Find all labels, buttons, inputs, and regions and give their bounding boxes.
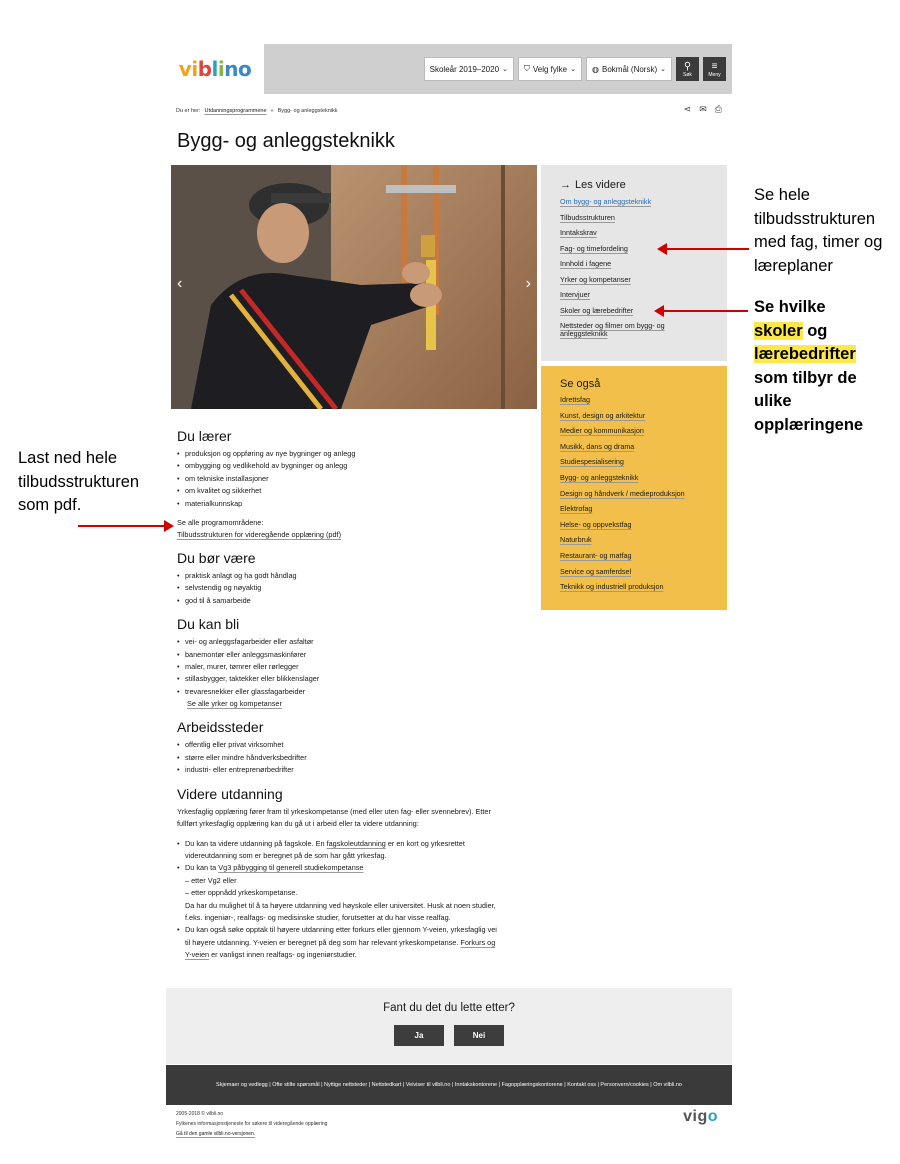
menu-button[interactable]: ≡ Meny	[703, 57, 726, 81]
see-also-link[interactable]: Helse- og oppvekstfag	[560, 519, 632, 529]
bullet-list	[177, 739, 537, 776]
carousel-prev-icon[interactable]: ‹	[177, 275, 183, 292]
breadcrumb-link-programs[interactable]: Utdanningsprogrammene	[204, 108, 267, 114]
carousel-next-icon[interactable]: ›	[525, 275, 531, 292]
list-item: • banemontør eller anleggsmaskinfører	[177, 649, 537, 661]
section-heading: Videre utdanning	[177, 785, 283, 802]
see-also-panel	[541, 366, 727, 610]
list-item: • produksjon og oppføring av nye bygninger og anlegg	[177, 448, 537, 460]
all-careers-link[interactable]: Se alle yrker og kompetanser	[187, 699, 282, 709]
print-icon[interactable]: ⎙	[714, 104, 722, 114]
forkurs-link[interactable]: Forkurs og	[460, 937, 496, 947]
link-websites-films[interactable]: Nettsteder og filmer om bygg- og	[560, 321, 665, 330]
see-also-link[interactable]: Elektrofag	[560, 504, 593, 514]
see-also-link[interactable]: Service og samferdsel	[560, 566, 632, 576]
link-structure[interactable]: Tilbudsstrukturen	[560, 212, 615, 222]
read-more-list	[560, 198, 727, 337]
share-icon[interactable]: ⋖	[683, 104, 692, 114]
arrow-right-icon: →	[560, 179, 571, 191]
language-select[interactable]: ◍ Bokmål (Norsk) ⌄	[586, 57, 672, 81]
mail-icon[interactable]: ✉	[699, 104, 707, 114]
see-also-link[interactable]: Kunst, design og arkitektur	[560, 410, 646, 420]
chevron-down-icon: ⌄	[570, 66, 577, 73]
main-content	[177, 428, 537, 971]
shield-icon: ⛉	[523, 64, 530, 73]
logo-text: viblino	[178, 57, 252, 81]
vg3-link[interactable]: Vg3 påbygging til generell studiekompetanse	[218, 863, 364, 873]
feedback-yes-button[interactable]: Ja	[394, 1025, 444, 1046]
site-header	[166, 44, 732, 94]
list-item	[560, 229, 727, 237]
list-item: • maler, murer, tømrer eller rørlegger	[177, 661, 537, 673]
hero-photo	[171, 165, 537, 409]
school-year-select[interactable]: Skoleår 2019–2020 ⌄	[424, 57, 514, 81]
hero-carousel	[171, 165, 537, 409]
list-item	[560, 443, 727, 451]
list-item: • Du kan også søke opptak til høyere utdanning etter forkurs eller gjennom Y-veien, yrkesfaglig vei til høyere utdanning. Y-veien er beregnet på deg som har relevant yrkeskompetanse. Forkurs og Y-veien er vanligst innen realfags- og ingeniørstudier.	[177, 924, 537, 961]
page-tools	[684, 104, 722, 115]
see-also-link[interactable]: Restaurant- og matfag	[560, 550, 632, 560]
list-item	[560, 583, 727, 591]
chevron-down-icon: ⌄	[502, 66, 508, 73]
list-item: • god til å samarbeide	[177, 595, 537, 607]
list-item	[560, 276, 727, 284]
list-item	[560, 412, 727, 420]
list-item	[560, 291, 727, 299]
section-heading: Du kan bli	[177, 616, 240, 633]
chevron-down-icon: ⌄	[660, 66, 666, 73]
list-item	[560, 568, 727, 576]
see-also-link[interactable]: Studiespesialisering	[560, 457, 624, 467]
see-also-link[interactable]: Medier og kommunikasjon	[560, 426, 644, 436]
feedback-box	[166, 988, 732, 1064]
search-icon: ⚲	[683, 60, 692, 72]
list-item	[560, 322, 727, 337]
list-item	[560, 396, 727, 404]
intro-text: fullført yrkesfaglig opplæring kan du gå ut i arbeid eller ta videre utdanning:	[177, 818, 419, 828]
all-areas-label: Se alle programområdene:	[177, 518, 264, 528]
list-item: • Du kan ta Vg3 påbygging til generell studiekompetanse – etter Vg2 eller – etter oppnådd yrkeskompetanse. Da har du mulighet til å ta høyere utdanning ved høyskole eller universitet. Husk at noen studier, f.eks. ingeniør-, realfags- og medisinske studier, forutsetter at du har visse realfag.	[177, 862, 537, 924]
list-item: • industri- eller entreprenørbedrifter	[177, 764, 537, 776]
feedback-buttons	[166, 1025, 732, 1046]
section-heading: Du lærer	[177, 428, 232, 444]
annotation-right-bottom: Se hvilke skoler og lærebedrifter som tilbyr de ulike opplæringene	[754, 298, 864, 434]
list-item	[560, 427, 727, 435]
list-item	[560, 521, 727, 529]
list-item: • vei- og anleggsfagarbeider eller asfaltør	[177, 636, 537, 648]
logo[interactable]	[166, 44, 264, 94]
annotation-arrow	[78, 525, 166, 527]
bullet-list	[177, 448, 537, 510]
list-item	[560, 458, 727, 466]
breadcrumb-current: Bygg- og anleggsteknikk	[277, 108, 338, 114]
see-also-link[interactable]: Idrettsfag	[560, 395, 590, 404]
list-item	[560, 536, 727, 544]
list-item: • ombygging og vedlikehold av bygninger og anlegg	[177, 460, 537, 472]
section-heading: Arbeidssteder	[177, 719, 264, 736]
breadcrumb-separator: »	[270, 108, 274, 114]
header-toolbar	[264, 44, 732, 94]
bullet-list	[177, 838, 537, 962]
see-also-link[interactable]: Bygg- og anleggsteknikk	[560, 472, 639, 482]
link-admission[interactable]: Inntakskrav	[560, 228, 597, 237]
list-item: • materialkunnskap	[177, 498, 537, 510]
section-heading: Du bør være	[177, 550, 256, 567]
see-also-link[interactable]: Teknikk og industriell produksjon	[560, 582, 664, 592]
link-subjects-hours[interactable]: Fag- og timefordeling	[560, 243, 628, 253]
intro-text: Yrkesfaglig opplæring fører fram til yrkeskompetanse (med eller uten fag- eller svennebrev). Etter	[177, 806, 491, 816]
search-button[interactable]: ⚲ Søk	[676, 57, 699, 81]
bullet-list	[177, 570, 537, 607]
list-item: • større eller mindre håndverksbedrifter	[177, 752, 537, 764]
y-veien-link[interactable]: Y-veien	[185, 950, 210, 960]
link-about[interactable]: Om bygg- og anleggsteknikk	[560, 197, 652, 206]
link-schools-companies[interactable]: Skoler og lærebedrifter	[560, 305, 634, 315]
list-item: • offentlig eller privat virksomhet	[177, 739, 537, 751]
bullet-list	[177, 636, 537, 698]
vocational-college-link[interactable]: fagskoleutdanning	[326, 838, 386, 848]
see-also-link[interactable]: Musikk, dans og drama	[560, 441, 635, 451]
read-more-panel	[541, 165, 727, 361]
annotation-arrow	[662, 310, 748, 312]
list-item	[560, 505, 727, 513]
footer-info: 2005-2018 © vilbli.no Fylkenes informasjonstjeneste for søkere til videregående opplæring Gå til den gamle vilbli.no-versjonen.	[176, 1111, 328, 1137]
see-also-link[interactable]: Naturbruk	[560, 535, 592, 545]
list-item: • trevaresnekker eller glassfagarbeider	[177, 686, 537, 698]
list-item	[560, 490, 727, 498]
list-item	[560, 260, 727, 268]
page	[166, 44, 732, 1140]
link-websites-films-cont[interactable]: anleggsteknikk	[560, 328, 608, 338]
list-item	[560, 552, 727, 560]
feedback-question: Fant du det du lette etter?	[383, 1002, 515, 1014]
list-item: • om tekniske installasjoner	[177, 473, 537, 485]
section-you-should-be	[177, 550, 537, 607]
vigo-logo: vigo	[683, 1108, 718, 1125]
section-you-learn	[177, 428, 537, 541]
county-select[interactable]: ⛉ Velg fylke ⌄	[518, 57, 582, 81]
annotation-right-top: Se hele tilbudsstrukturen med fag, timer og læreplaner	[754, 186, 883, 275]
page-title: Bygg- og anleggsteknikk	[177, 130, 395, 152]
list-item: • selvstendig og nøyaktig	[177, 582, 537, 594]
see-also-heading: Se også	[560, 378, 601, 390]
footer-links[interactable]: Skjemaer og vedlegg | Ofte stilte spørsmål | Nyttige nettsteder | Nettstedkart | Veiviser til vilbli.no | Inntakskontorene | Fagopplæringskontorene | Kontakt oss | Personvern/cookies | Om vilbli.no	[166, 1065, 732, 1105]
structure-pdf-link[interactable]: Tilbudsstrukturen for videregående opplæring (pdf)	[177, 530, 341, 540]
old-version-link[interactable]: Gå til den gamle vilbli.no-versjonen.	[176, 1131, 256, 1137]
section-workplaces	[177, 719, 537, 776]
breadcrumb-prefix: Du er her:	[176, 108, 201, 114]
list-item	[560, 214, 727, 222]
breadcrumb	[176, 108, 338, 114]
link-careers[interactable]: Yrker og kompetanser	[560, 274, 631, 284]
list-item	[560, 198, 727, 206]
read-more-heading: → Les videre	[560, 179, 626, 191]
section-you-can-become	[177, 616, 537, 710]
feedback-no-button[interactable]: Nei	[454, 1025, 504, 1046]
link-interviews[interactable]: Intervjuer	[560, 290, 590, 299]
list-item	[560, 474, 727, 482]
menu-icon: ≡	[711, 60, 718, 72]
link-content[interactable]: Innhold i fagene	[560, 259, 612, 268]
list-item: • praktisk anlagt og ha godt håndlag	[177, 570, 537, 582]
globe-icon: ◍	[592, 64, 599, 74]
see-also-link[interactable]: Design og håndverk / medieproduksjon	[560, 488, 685, 498]
list-item: • stillasbygger, taktekker eller blikkenslager	[177, 673, 537, 685]
annotation-left: Last ned hele tilbudsstrukturen som pdf.	[18, 449, 140, 514]
see-also-list	[560, 396, 727, 591]
annotation-arrow	[665, 248, 749, 250]
section-further-education	[177, 786, 537, 962]
list-item: • Du kan ta videre utdanning på fagskole. En fagskoleutdanning er en kort og yrkesrettet videreutdanning som er beregnet på de som har gått yrkesfag.	[177, 838, 537, 863]
list-item: • om kvalitet og sikkerhet	[177, 485, 537, 497]
